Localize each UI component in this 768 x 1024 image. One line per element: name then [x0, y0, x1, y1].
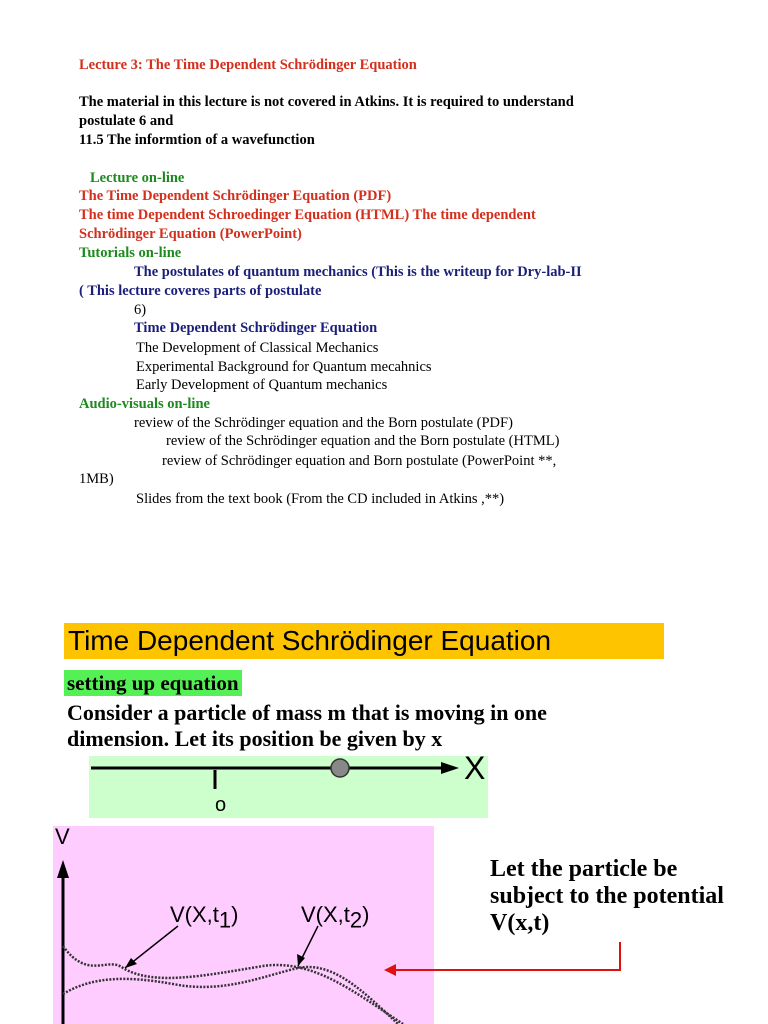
red-pointer-arrow [380, 940, 630, 980]
postulates-number: 6) [134, 302, 147, 318]
curve1-label-text: V(X,t [170, 902, 219, 927]
x-axis-label: X [464, 750, 486, 786]
lecture-pdf-link[interactable]: The Time Dependent Schrödinger Equation (PDF) [79, 188, 392, 204]
intro-line-3: 11.5 The informtion of a wavefunction [79, 132, 315, 148]
experimental-background-item: Experimental Background for Quantum mecahnics [136, 359, 432, 375]
curve2-label [301, 902, 369, 933]
tutorials-heading: Tutorials on-line [79, 245, 182, 261]
audio-visuals-heading: Audio-visuals on-line [79, 396, 210, 412]
slide-body-text: Consider a particle of mass m that is moving in one dimension. Let its position be given by x [67, 700, 547, 751]
postulates-link-cont[interactable]: ( This lecture coveres parts of postulate [79, 283, 322, 299]
classical-mechanics-item: The Development of Classical Mechanics [136, 340, 379, 356]
review-ppt-size: 1MB) [79, 471, 114, 487]
potential-graphic [53, 826, 434, 1024]
slide-subheading: setting up equation [64, 670, 242, 696]
curve1-paren: ) [231, 902, 239, 927]
v-axis-arrowhead [57, 860, 69, 878]
textbook-slides-item: Slides from the text book (From the CD included in Atkins ,**) [136, 491, 505, 507]
intro-line-1: The material in this lecture is not covered in Atkins. It is required to understand [79, 94, 574, 110]
red-arrow-head [384, 964, 396, 976]
origin-label: o [215, 794, 227, 816]
tdse-tutorial-link[interactable]: Time Dependent Schrödinger Equation [134, 320, 378, 336]
v-axis-label: V [55, 824, 70, 849]
particle-dot [331, 759, 349, 777]
review-ppt-item: review of Schrödinger equation and Born postulate (PowerPoint **, [162, 453, 557, 469]
position-axis-diagram [89, 750, 488, 818]
curve2-label-text: V(X,t [301, 902, 350, 927]
potential-description: Let the particle be subject to the potential V(x,t) [490, 856, 724, 936]
intro-line-2: postulate 6 and [79, 113, 174, 129]
potential-curve-t2 [63, 967, 398, 1024]
lecture-title: Lecture 3: The Time Dependent Schrödinger Equation [79, 57, 417, 73]
curve1-label [170, 902, 238, 933]
potential-diagram [53, 826, 434, 1024]
curve2-subscript: 2 [349, 907, 363, 933]
curve1-subscript: 1 [218, 907, 232, 933]
lecture-online-heading: Lecture on-line [90, 170, 185, 186]
review-html-item: review of the Schrödinger equation and the Born postulate (HTML) [166, 433, 560, 449]
x-axis-arrowhead [441, 762, 459, 774]
red-arrow-line [392, 942, 620, 970]
slide-title: Time Dependent Schrödinger Equation [64, 623, 664, 659]
curve2-paren: ) [362, 902, 370, 927]
review-pdf-item: review of the Schrödinger equation and the Born postulate (PDF) [134, 415, 513, 431]
x-axis-graphic [89, 756, 488, 818]
lecture-html-link[interactable]: The time Dependent Schroedinger Equation (HTML) The time dependent [79, 207, 536, 223]
early-development-item: Early Development of Quantum mechanics [136, 377, 388, 393]
lecture-ppt-link[interactable]: Schrödinger Equation (PowerPoint) [79, 226, 302, 242]
postulates-link[interactable]: The postulates of quantum mechanics (This is the writeup for Dry-lab-II [134, 264, 582, 280]
